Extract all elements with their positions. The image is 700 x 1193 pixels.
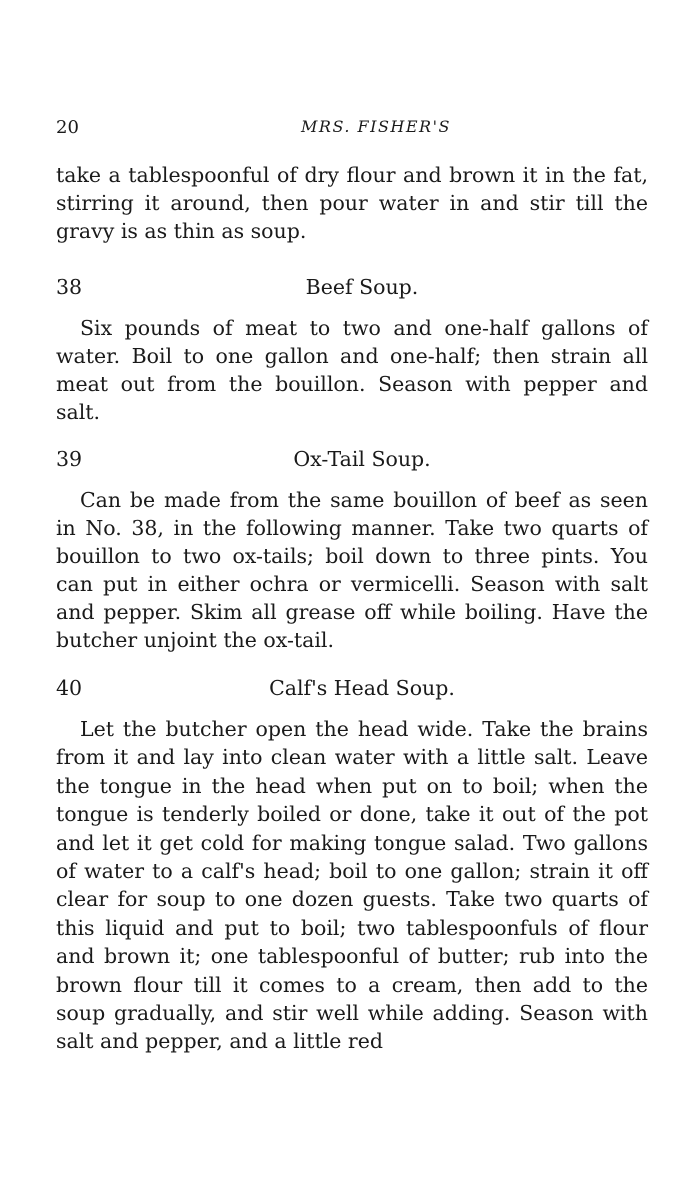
intro-text: take a tablespoonful of dry flour and brown it in the fat, stirring it around, then pour water in and stir till the gravy is as thin as soup. (56, 163, 648, 243)
recipe-title: Beef Soup. (305, 275, 419, 299)
recipe-number: 40 (56, 676, 83, 700)
recipe-number: 38 (56, 275, 83, 299)
running-head (56, 117, 646, 141)
recipe-body: Let the butcher open the head wide. Take the brains from it and lay into clean water with a little salt. Leave the tongue in the head when put on to boil; when the tongue is tenderly boiled or done, take it out of the pot and let it get cold for making tongue salad. Two gallons of water to a calf's head; boil to one gallon; strain it off clear for soup to one dozen guests. Take two quarts of this liquid and put to boil; two tablespoonfuls of flour and brown it; one tablespoonful of butter; rub into the brown flour till it comes to a cream, then add to the soup gradually, and stir well while adding. Season with salt and pepper, and a little red (56, 717, 648, 1054)
recipe-38 (56, 273, 648, 447)
page-number: 20 (56, 117, 79, 138)
running-title: MRS. FISHER'S (301, 117, 451, 136)
recipe-title: Ox-Tail Soup. (293, 447, 431, 471)
recipe-body: Six pounds of meat to two and one-half gallons of water. Boil to one gallon and one-half; then strain all meat out from the bouillon. Season with pepper and salt. (56, 316, 648, 424)
intro-paragraph (56, 161, 648, 245)
recipe-title: Calf's Head Soup. (269, 676, 455, 700)
recipe-heading (56, 674, 648, 702)
recipe-heading (56, 445, 648, 473)
recipe-40 (56, 674, 648, 1076)
recipe-number: 39 (56, 447, 83, 471)
recipe-body: Can be made from the same bouillon of beef as seen in No. 38, in the following manner. Take two quarts of bouillon to two ox-tails; boil down to three pints. You can put in either ochra or vermicelli. Season with salt and pepper. Skim all grease off while boiling. Have the butcher unjoint the ox-tail. (56, 488, 648, 652)
recipe-39 (56, 445, 648, 675)
recipe-heading (56, 273, 648, 301)
